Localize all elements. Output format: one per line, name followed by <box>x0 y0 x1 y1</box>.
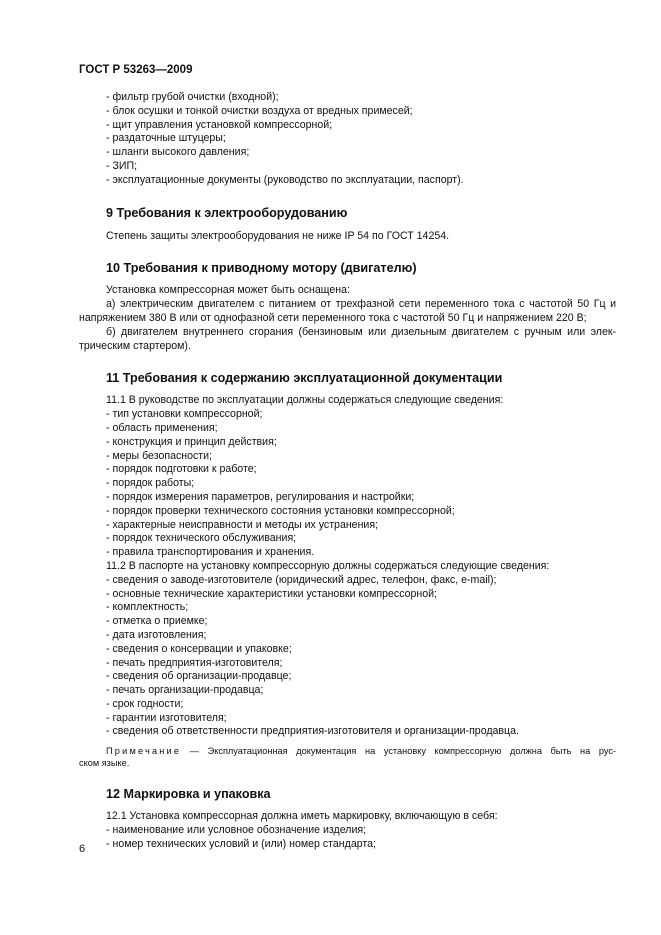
list-item: - отметка о приемке; <box>106 615 208 628</box>
list-item: - правила транспортирования и хранения. <box>106 546 315 559</box>
list-item: - конструкция и принцип действия; <box>106 435 277 448</box>
list-item: - печать предприятия-изготовителя; <box>106 656 283 669</box>
list-item: - фильтр грубой очистки (входной); <box>106 91 279 103</box>
section-10-intro: Установка компрессорная может быть оснащена: <box>106 284 350 297</box>
section-9-title: 9 Требования к электрооборудованию <box>106 205 348 220</box>
list-item: - шланги высокого давления; <box>106 146 250 159</box>
list-item: - характерные неисправности и методы их устранения; <box>106 518 379 531</box>
section-12-1-text: 12.1 Установка компрессорная должна иметь маркировку, включающую в себя: <box>106 810 498 823</box>
note-label: Примечание <box>106 746 182 757</box>
list-item: - ЗИП; <box>106 159 138 172</box>
section-11-2-text: 11.2 В паспорте на установку компрессорную должны содержаться следующие сведения: <box>106 559 550 572</box>
list-item: - основные технические характеристики установки компрессорной; <box>106 587 437 600</box>
note-text-line2: ском языке. <box>79 758 130 769</box>
page-number: 6 <box>79 843 86 855</box>
list-item: - порядок проверки технического состояния установки компрессорной; <box>106 504 455 517</box>
list-item: - комплектность; <box>106 601 189 614</box>
list-item: - порядок работы; <box>106 477 195 490</box>
document-header: ГОСТ Р 53263—2009 <box>79 64 193 76</box>
marking-list <box>106 824 616 852</box>
section-10-item-b-line1: б) двигателем внутреннего сгорания (бензиновым или дизельным двигателем с ручным или элек- <box>106 325 616 338</box>
list-item: - раздаточные штуцеры; <box>106 132 226 145</box>
section-12-title: 12 Маркировка и упаковка <box>106 787 271 802</box>
equipment-list <box>106 91 616 188</box>
section-11-title: 11 Требования к содержанию эксплуатационной документации <box>106 371 503 386</box>
section-10-title: 10 Требования к приводному мотору (двигателю) <box>106 261 417 276</box>
list-item: - наименование или условное обозначение изделия; <box>106 824 367 837</box>
note-text: — Эксплуатационная документация на установку компрессорную должна быть на рус- <box>181 746 616 757</box>
list-item: - порядок технического обслуживания; <box>106 532 297 545</box>
list-item: - срок годности; <box>106 697 184 710</box>
section-10-item-b-line2: трическим стартером). <box>79 339 191 352</box>
list-item: - щит управления установкой компрессорной; <box>106 118 333 131</box>
manual-contents-list <box>106 408 616 560</box>
list-item: - блок осушки и тонкой очистки воздуха от вредных примесей; <box>106 104 413 117</box>
list-item: - порядок измерения параметров, регулирования и настройки; <box>106 490 415 503</box>
list-item: - меры безопасности; <box>106 449 213 462</box>
section-11-note <box>79 745 616 769</box>
list-item: - сведения о заводе-изготовителе (юридический адрес, телефон, факс, e-mail); <box>106 573 497 586</box>
list-item: - тип установки компрессорной; <box>106 408 263 421</box>
section-10-item-a-line1: а) электрическим двигателем с питанием от трехфазной сети переменного тока с частотой 50 Гц и <box>106 298 616 311</box>
list-item: - номер технических условий и (или) номер стандарта; <box>106 837 376 850</box>
list-item: - сведения об ответственности предприятия-изготовителя и организации-продавца. <box>106 725 519 738</box>
section-10-item-a-line2: напряжением 380 В или от однофазной сети переменного тока с частотой 50 Гц и напряжением 220 В; <box>79 311 587 324</box>
section-9-text: Степень защиты электрооборудования не ниже IP 54 по ГОСТ 14254. <box>106 229 450 242</box>
section-11-1-text: 11.1 В руководстве по эксплуатации должны содержаться следующие сведения: <box>106 394 504 407</box>
list-item: - печать организации-продавца; <box>106 684 264 697</box>
list-item: - эксплуатационные документы (руководство по эксплуатации, паспорт). <box>106 173 464 186</box>
list-item: - сведения о консервации и упаковке; <box>106 642 292 655</box>
list-item: - дата изготовления; <box>106 628 207 641</box>
list-item: - гарантии изготовителя; <box>106 711 227 724</box>
list-item: - сведения об организации-продавце; <box>106 670 292 683</box>
list-item: - область применения; <box>106 421 218 434</box>
list-item: - порядок подготовки к работе; <box>106 463 257 476</box>
passport-contents-list <box>106 574 616 740</box>
page-content <box>79 91 616 852</box>
